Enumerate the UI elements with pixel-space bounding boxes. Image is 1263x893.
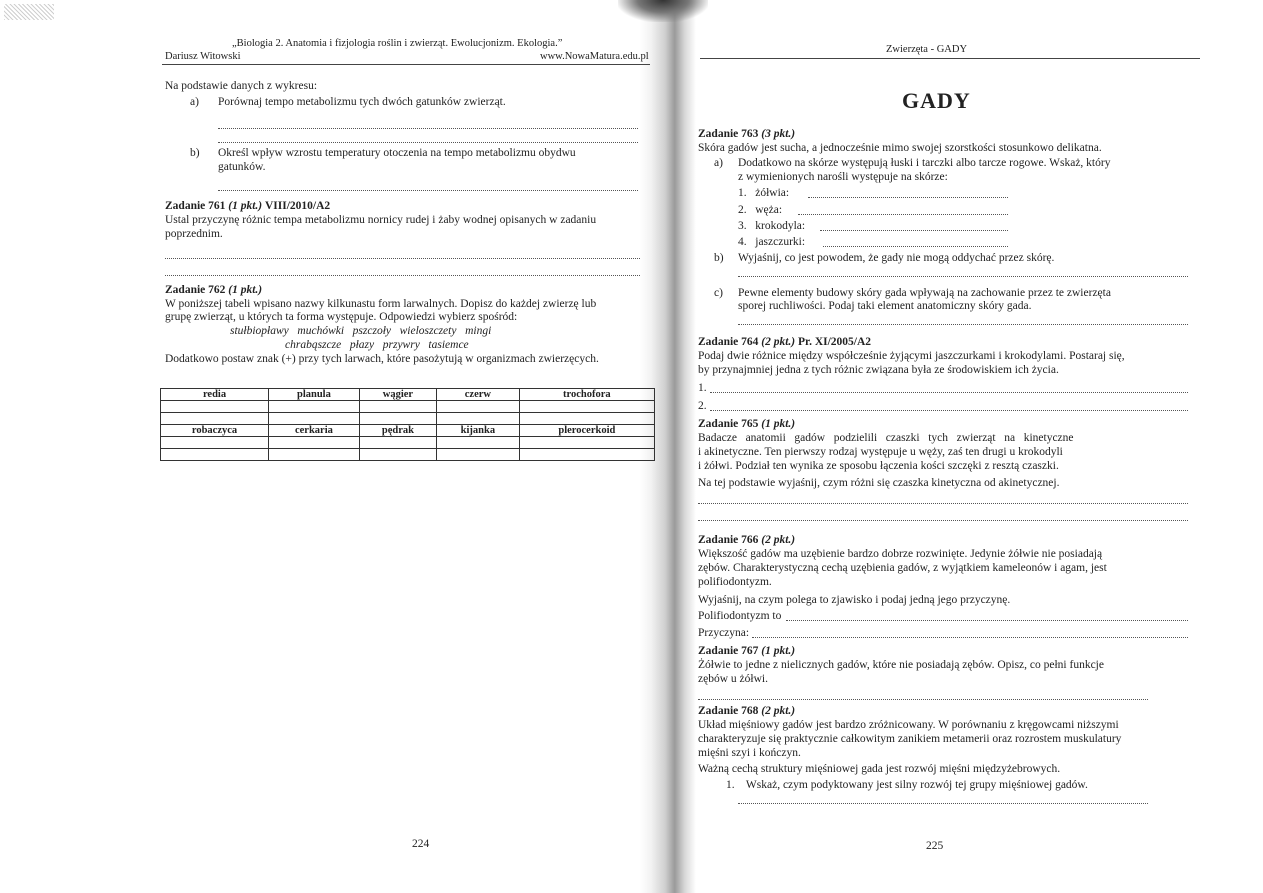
task-766-text-cont: zębów. Charakterystyczną cechą uzębienia gadów, z wyjątkiem kameleonów i agam, jest: [698, 562, 1107, 574]
answer-line: [738, 803, 1148, 804]
task-767-text: Żółwie to jedne z nielicznych gadów, które nie posiadają zębów. Opisz, co pełni funkcje: [698, 659, 1104, 671]
task-768-text-cont: Ważną cechą struktury mięśniowej gada jest rozwój mięśni międzyżebrowych.: [698, 763, 1061, 775]
table-cell: planula: [269, 389, 360, 401]
answer-line: [710, 410, 1188, 411]
task-762-instruction: Dodatkowo postaw znak (+) przy tych larwach, które pasożytują w organizmach zwierzęcych.: [165, 353, 599, 365]
item-b-text-cont: gatunków.: [218, 161, 266, 173]
table-row: [161, 401, 655, 413]
header-rule: [700, 58, 1200, 59]
answer-line: [698, 699, 1148, 700]
task-764-heading: Zadanie 764 (2 pkt.) Pr. XI/2005/A2: [698, 336, 872, 348]
task-763-intro: Skóra gadów jest sucha, a jednocześnie mimo swojej szorstkości stosunkowo delikatna.: [698, 142, 1102, 154]
table-row: [161, 449, 655, 461]
task-768-text: Układ mięśniowy gadów jest bardzo zróżnicowany. W porównaniu z kręgowcami niższymi: [698, 719, 1119, 731]
table-cell: kijanka: [437, 425, 520, 437]
item-label: b): [714, 252, 724, 264]
options-list-cont: chrabąszcze płazy przywry tasiemce: [285, 339, 469, 351]
answer-label: Polifiodontyzm to: [698, 610, 782, 622]
answer-line: [698, 503, 1188, 504]
item-label: a): [714, 157, 723, 169]
answer-line: [808, 197, 1008, 198]
page-number: 225: [926, 840, 944, 852]
task-763-b-text: Wyjaśnij, co jest powodem, że gady nie mogą oddychać przez skórę.: [738, 252, 1055, 264]
task-763-c-text: Pewne elementy budowy skóry gada wpływają na zachowanie przez te zwierzęta: [738, 287, 1111, 299]
chapter-title: GADY: [902, 88, 971, 113]
task-762-text-cont: grupę zwierząt, u których ta forma występuje. Odpowiedzi wybierz spośród:: [165, 311, 518, 323]
answer-line: [820, 230, 1008, 231]
table-cell: czerw: [437, 389, 520, 401]
running-header: Zwierzęta - GADY: [886, 44, 968, 55]
item-label: c): [714, 287, 723, 299]
header-rule: [162, 64, 650, 65]
answer-label: Przyczyna:: [698, 627, 750, 639]
task-765-text-cont: i żółwi. Podział ten wynika ze sposobu łączenia kości szczęki z resztą czaszki.: [698, 460, 1059, 472]
intro-text: Na podstawie danych z wykresu:: [165, 80, 318, 92]
answer-line: [823, 246, 1008, 247]
table-cell: robaczyca: [161, 425, 269, 437]
page-number: 224: [412, 838, 430, 850]
table-row: [161, 413, 655, 425]
table-row: [161, 437, 655, 449]
task-768-text-cont: mięśni szyi i kończyn.: [698, 747, 801, 759]
answer-line: [798, 214, 1008, 215]
answer-line: [218, 128, 638, 129]
task-767-heading: Zadanie 767 (1 pkt.): [698, 645, 796, 657]
item-b-text: Określ wpływ wzrostu temperatury otoczenia na tempo metabolizmu obydwu: [218, 147, 576, 159]
task-762-text: W poniższej tabeli wpisano nazwy kilkunastu form larwalnych. Dopisz do każdej zwierzę lub: [165, 298, 597, 310]
answer-line: [738, 276, 1188, 277]
table-cell: wągier: [359, 389, 436, 401]
header-book-title: „Biologia 2. Anatomia i fizjologia roślin i zwierząt. Ewolucjonizm. Ekologia.”: [232, 38, 563, 49]
task-766-text: Większość gadów ma uzębienie bardzo dobrze rozwinięte. Jedynie żółwie nie posiadają: [698, 548, 1103, 560]
table-cell: cerkaria: [269, 425, 360, 437]
options-list: stułbiopławy muchówki pszczoły wieloszczety mingi: [230, 325, 492, 337]
task-762-heading: Zadanie 762 (1 pkt.): [165, 284, 263, 296]
task-765-text: Badacze anatomii gadów podzielili czaszki tych zwierząt na kinetyczne: [698, 432, 1074, 444]
table-row: [161, 389, 655, 401]
answer-line: [218, 190, 638, 191]
table-cell: pędrak: [359, 425, 436, 437]
table-cell: plerocerkoid: [519, 425, 654, 437]
task-761-text: Ustal przyczynę różnic tempa metabolizmu nornicy rudej i żaby wodnej opisanych w zadaniu: [165, 214, 597, 226]
task-761-text-cont: poprzednim.: [165, 228, 223, 240]
list-item: 4. jaszczurki:: [738, 236, 806, 248]
task-768-text-cont: charakteryzuje się praktycznie całkowitym zanikiem metamerii oraz rozrostem muskulatury: [698, 733, 1122, 745]
task-766-text-cont: polifiodontyzm.: [698, 576, 772, 588]
task-765-text-cont: i akinetyczne. Ten pierwszy rodzaj występuje u węży, zaś ten drugi u krokodyli: [698, 446, 1063, 458]
answer-line: [698, 520, 1188, 521]
answer-line: [218, 142, 638, 143]
answer-number: 2.: [698, 400, 707, 412]
table-cell: redia: [161, 389, 269, 401]
item-b-label: b): [190, 147, 200, 159]
task-766-question: Wyjaśnij, na czym polega to zjawisko i podaj jedną jego przyczynę.: [698, 594, 1011, 606]
task-763-heading: Zadanie 763 (3 pkt.): [698, 128, 796, 140]
right-page: [690, 0, 1263, 893]
table-row: [161, 425, 655, 437]
list-item: 1. żółwia:: [738, 187, 790, 199]
item-a-label: a): [190, 96, 199, 108]
header-url: www.NowaMatura.edu.pl: [540, 51, 649, 62]
task-766-heading: Zadanie 766 (2 pkt.): [698, 534, 796, 546]
answer-line: [165, 258, 640, 259]
answer-line: [752, 637, 1188, 638]
header-author: Dariusz Witowski: [165, 51, 241, 62]
answer-line: [738, 324, 1188, 325]
task-761-heading: Zadanie 761 (1 pkt.) VIII/2010/A2: [165, 200, 331, 212]
task-768-heading: Zadanie 768 (2 pkt.): [698, 705, 796, 717]
list-item: 3. krokodyla:: [738, 220, 806, 232]
task-764-text-cont: by przynajmniej jedna z tych różnic związana była ze środowiskiem ich życia.: [698, 364, 1059, 376]
task-765-heading: Zadanie 765 (1 pkt.): [698, 418, 796, 430]
item-a-text: Porównaj tempo metabolizmu tych dwóch gatunków zwierząt.: [218, 96, 506, 108]
task-764-text: Podaj dwie różnice między współcześnie żyjącymi jaszczurkami i krokodylami. Postaraj się,: [698, 350, 1125, 362]
answer-line: [710, 392, 1188, 393]
task-763-c-text-cont: sporej ruchliwości. Podaj taki element anatomiczny skóry gada.: [738, 300, 1032, 312]
larval-forms-table: [160, 388, 655, 461]
task-767-text-cont: zębów u żółwi.: [698, 673, 768, 685]
task-768-question: 1. Wskaż, czym podyktowany jest silny rozwój tej grupy mięśniowej gadów.: [726, 779, 1088, 791]
answer-line: [165, 275, 640, 276]
answer-number: 1.: [698, 382, 707, 394]
answer-line: [786, 620, 1188, 621]
list-item: 2. węża:: [738, 204, 783, 216]
task-765-question: Na tej podstawie wyjaśnij, czym różni się czaszka kinetyczna od akinetycznej.: [698, 477, 1060, 489]
task-763-a-text: Dodatkowo na skórze występują łuski i tarczki albo tarcze rogowe. Wskaż, który: [738, 157, 1111, 169]
task-763-a-text-cont: z wymienionych narośli występuje na skórze:: [738, 171, 948, 183]
table-cell: trochofora: [519, 389, 654, 401]
